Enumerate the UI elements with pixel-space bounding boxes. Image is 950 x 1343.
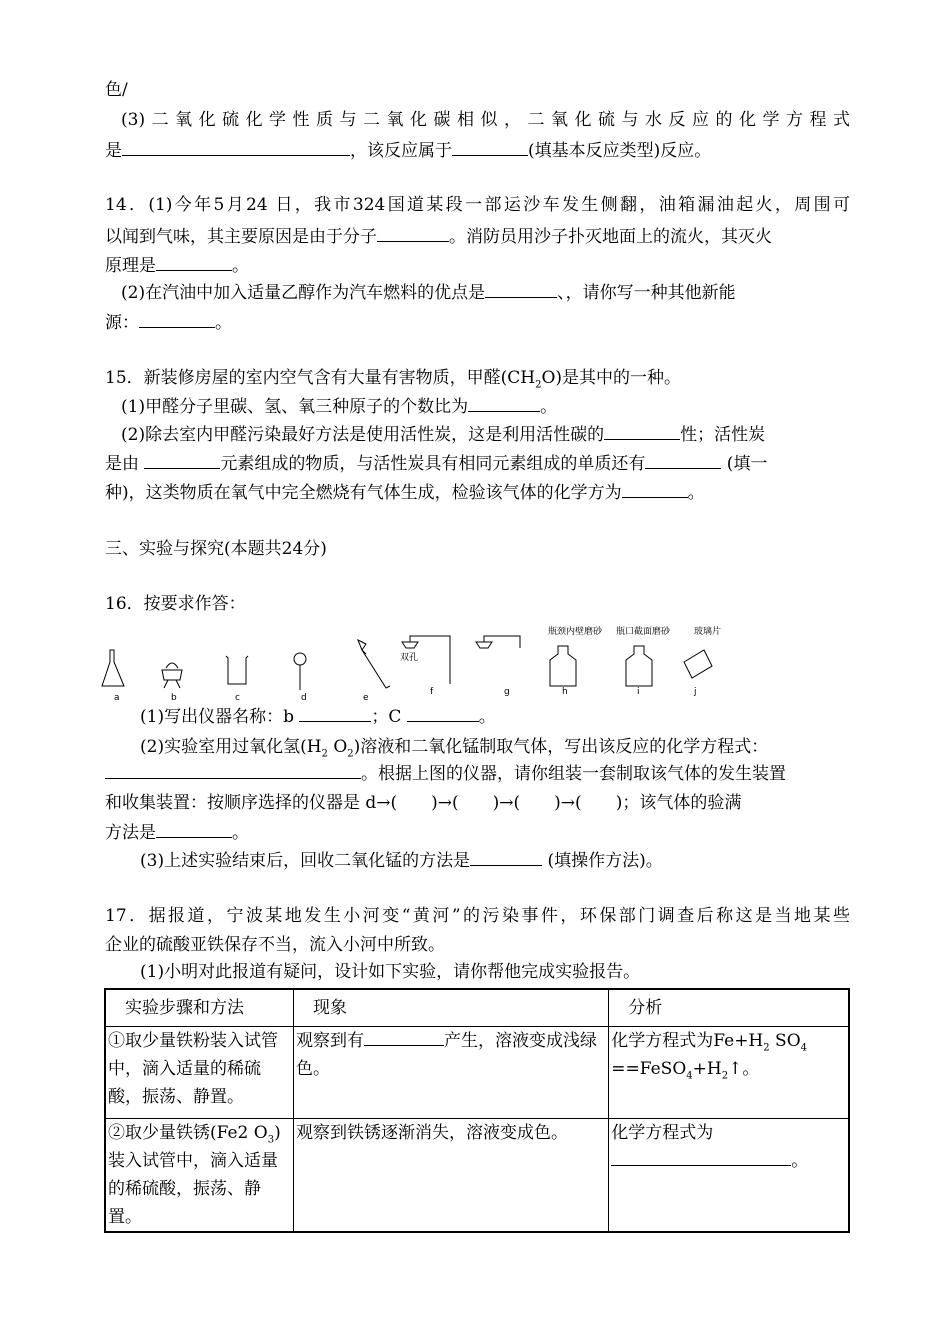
- text: (填操作方法)。: [542, 851, 663, 871]
- text: 产生，溶液变成浅绿色。: [296, 1031, 598, 1079]
- figure-label: b: [171, 693, 177, 702]
- question-17-line: (1)小明对此报道有疑问，设计如下实验，请你帮他完成实验报告。: [140, 962, 641, 982]
- answer-blank[interactable]: [156, 821, 232, 838]
- figure-label: j: [694, 687, 697, 697]
- subscript: 2: [763, 1042, 770, 1054]
- answer-blank[interactable]: [622, 481, 688, 498]
- answer-blank[interactable]: [122, 139, 350, 156]
- text: )溶液和二氧化锰制取气体，写出该反应的化学方程式：: [353, 737, 769, 757]
- text: 15．新装修房屋的室内空气含有大量有害物质，甲醛(CH: [105, 368, 536, 388]
- subscript: 2: [535, 379, 542, 391]
- text: 、，请你写一种其他新能: [557, 283, 736, 303]
- gas-bottle-i: [626, 646, 652, 686]
- question-15-line: [105, 481, 850, 505]
- question-3-line: [105, 139, 850, 163]
- delivery-tube-e: [358, 640, 390, 688]
- answer-blank[interactable]: [299, 705, 371, 722]
- text: 化学方程式为: [611, 1123, 714, 1143]
- answer-blank[interactable]: [377, 225, 449, 242]
- text: 性；活性炭: [680, 425, 766, 445]
- figure-label: a: [114, 693, 120, 702]
- question-14-line: [121, 281, 850, 305]
- figure-label: f: [430, 687, 434, 697]
- question-16-line: [105, 762, 850, 786]
- answer-blank[interactable]: [407, 705, 479, 722]
- answer-blank[interactable]: [139, 311, 215, 328]
- text: (填基本反应类型)反应。: [528, 141, 712, 161]
- table-row: [105, 1027, 849, 1119]
- subscript: 2: [347, 748, 354, 760]
- beaker: [226, 656, 248, 684]
- text: 。: [791, 1151, 809, 1171]
- answer-blank[interactable]: [611, 1149, 791, 1166]
- table-cell: 观察到铁锈逐渐消失，溶液变成色。: [294, 1119, 609, 1233]
- answer-blank[interactable]: [468, 395, 540, 412]
- table-cell: [609, 1119, 849, 1233]
- text: 。: [232, 823, 249, 843]
- figure-label: e: [363, 693, 369, 702]
- answer-blank[interactable]: [485, 281, 557, 298]
- text: (2)在汽油中加入适量乙醇作为汽车燃料的优点是: [121, 283, 486, 303]
- long-neck-funnel: [294, 653, 306, 665]
- glass-slide: [684, 650, 712, 678]
- text: ↑。: [728, 1059, 760, 1079]
- answer-blank[interactable]: [604, 423, 680, 440]
- stopper-tube-g: [476, 636, 520, 648]
- question-17-line: 企业的硫酸亚铁保存不当，流入小河中所致。: [105, 935, 445, 955]
- question-16-line: 和收集装置：按顺序选择的仪器是 d→( )→( )→( )→( )；该气体的验满: [105, 793, 742, 813]
- section-heading: 三、实验与探究(本题共24分): [105, 539, 327, 559]
- text: 。消防员用沙子扑灭地面上的流火，其灭火: [449, 227, 772, 247]
- table-cell: [294, 1027, 609, 1119]
- text-line: 色/: [105, 80, 128, 100]
- table-cell: ①取少量铁粉装入试管中，滴入适量的稀硫 酸，振荡、静置。: [105, 1027, 294, 1119]
- subscript: 3: [267, 1134, 275, 1146]
- text: 元素组成的物质，与活性炭具有相同元素组成的单质还有: [220, 454, 646, 474]
- text: O: [327, 737, 348, 757]
- table-row: [105, 1119, 849, 1233]
- text: ；C: [371, 707, 407, 727]
- text: 是由: [105, 454, 145, 474]
- text: (填一: [721, 454, 768, 474]
- question-16-line: [140, 735, 850, 759]
- text: 。根据上图的仪器，请你组装一套制取该气体的发生装置: [361, 764, 786, 784]
- answer-blank[interactable]: [144, 452, 220, 469]
- conical-flask: [102, 650, 124, 686]
- question-14-line: [105, 254, 850, 278]
- text: (1)甲醛分子里碳、氢、氧三种原子的个数比为: [121, 397, 469, 417]
- text: (2)实验室用过氧化氢(H: [140, 737, 322, 757]
- figure-label: h: [562, 687, 568, 697]
- text: +H: [692, 1059, 722, 1079]
- figure-label: g: [504, 687, 510, 697]
- experiment-table: [104, 988, 850, 1233]
- gas-bottle-h: [550, 646, 576, 686]
- table-header-row: [105, 989, 849, 1027]
- text: 。: [232, 256, 249, 276]
- question-17-line: 17．据报道，宁波某地发生小河变“黄河”的污染事件，环保部门调查后称这是当地某些: [105, 906, 850, 926]
- column-header: 现象: [294, 989, 609, 1027]
- text: 是: [105, 141, 122, 161]
- subscript: 2: [321, 748, 328, 760]
- figure-note: 瓶颈内壁磨砂: [548, 627, 603, 637]
- text: ②取少量铁锈(Fe2 O: [108, 1123, 268, 1143]
- answer-blank[interactable]: [156, 254, 232, 271]
- question-14-line: 14．(1)今年5月24 日，我市324国道某段一部运沙车发生侧翻，油箱漏油起火，周围可: [105, 195, 850, 215]
- answer-blank[interactable]: [470, 849, 542, 866]
- figure-label: c: [235, 693, 240, 702]
- question-15-line: [121, 423, 850, 447]
- text: (1)写出仪器名称：b: [140, 707, 300, 727]
- crucible-holder: [162, 663, 182, 688]
- question-16-line: [140, 849, 850, 873]
- text: SO: [769, 1031, 801, 1051]
- question-15-line: [105, 452, 850, 476]
- question-14-line: [105, 311, 850, 335]
- question-15-line: [121, 395, 850, 419]
- text: ，该反应属于: [350, 141, 452, 161]
- text: 。: [687, 483, 705, 503]
- text: )装入试管中，滴入适量的稀硫酸，振荡、静置。: [108, 1123, 281, 1227]
- question-14-line: [105, 225, 850, 249]
- table-cell: [609, 1027, 849, 1119]
- subscript: 4: [800, 1042, 808, 1054]
- answer-blank[interactable]: [364, 1029, 444, 1046]
- figure-note: 双孔: [400, 653, 419, 663]
- question-16-line: [105, 821, 850, 845]
- answer-blank[interactable]: [452, 139, 528, 156]
- text: 以闻到气味，其主要原因是由于分子: [105, 227, 377, 247]
- text: 。: [540, 397, 558, 417]
- figure-label: d: [301, 693, 307, 702]
- text: O)是其中的一种。: [541, 368, 682, 388]
- text: 原理是: [105, 256, 156, 276]
- question-16-line: [140, 705, 850, 729]
- text: (2)除去室内甲醛污染最好方法是使用活性炭，这是利用活性碳的: [121, 425, 605, 445]
- text: 方法是: [105, 823, 156, 843]
- text: ==FeSO: [611, 1059, 687, 1079]
- text: 源：: [105, 313, 139, 333]
- text: 观察到有: [296, 1031, 365, 1051]
- column-header: 分析: [609, 989, 849, 1027]
- text: 化学方程式为Fe+H: [611, 1031, 764, 1051]
- figure-label: i: [637, 687, 640, 697]
- answer-blank[interactable]: [645, 452, 721, 469]
- apparatus-figure: [100, 622, 760, 702]
- text: 。: [215, 313, 232, 333]
- text: 。: [478, 707, 496, 727]
- text: 种)，这类物质在氧气中完全燃烧有气体生成，检验该气体的化学方为: [105, 483, 622, 503]
- subscript: 4: [686, 1070, 693, 1082]
- figure-note: 玻璃片: [694, 627, 722, 637]
- table-cell: [105, 1119, 294, 1233]
- subscript: 2: [721, 1070, 729, 1082]
- answer-blank[interactable]: [105, 762, 361, 779]
- question-16-line: 16．按要求作答：: [105, 594, 246, 614]
- column-header: 实验步骤和方法: [105, 989, 294, 1027]
- question-15-line: [105, 366, 850, 390]
- figure-note: 瓶口截面磨砂: [616, 627, 671, 637]
- question-3-line: (3)二氧化硫化学性质与二氧化碳相似，二氧化硫与水反应的化学方程式: [121, 110, 850, 130]
- text: (3)上述实验结束后，回收二氧化锰的方法是: [140, 851, 471, 871]
